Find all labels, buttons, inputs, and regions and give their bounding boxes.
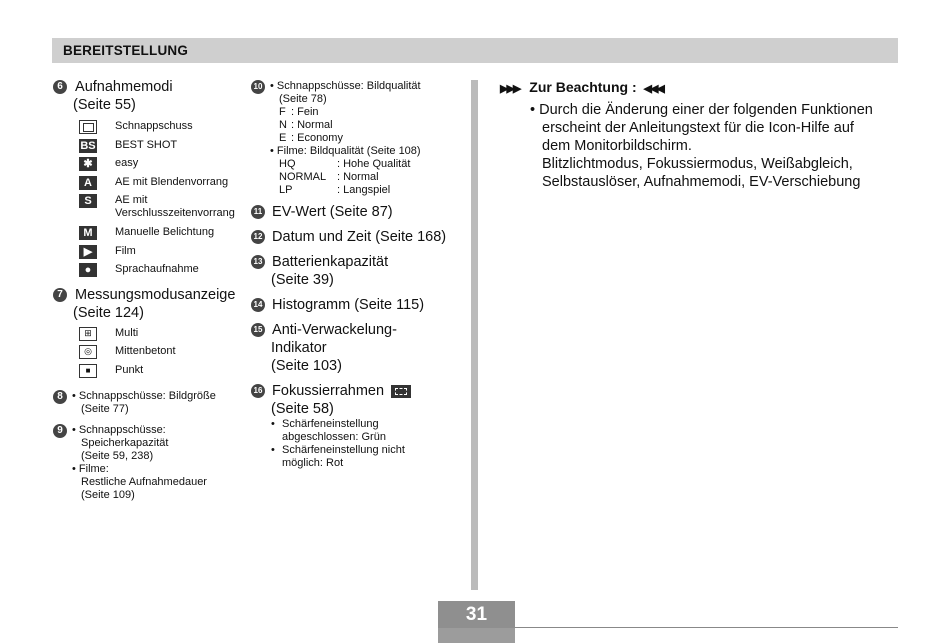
item-14: 14 Histogramm (Seite 115)	[251, 296, 461, 321]
list-item: A AE mit Blendenvorrang	[53, 176, 248, 195]
item-16: 16 Fokussierrahmen	[251, 382, 461, 400]
note-body: • Durch die Änderung einer der folgenden Funktionen erscheint der Anleitungstext für die Icon-Hilfe auf dem Monitorbildschirm. Blitzlichtmodus, Fokussiermodus, Weißabgleich, Selbstauslöser, Aufnahmemodi, EV-Verschiebung	[530, 102, 873, 190]
number-badge: 7	[53, 288, 67, 302]
item-ref: (Seite 124)	[73, 304, 144, 321]
number-badge: 8	[53, 390, 67, 404]
number-badge: 11	[251, 205, 265, 219]
section-title: BEREITSTELLUNG	[63, 43, 189, 58]
item-title: Aufnahmemodi	[75, 79, 173, 95]
page-number: 31	[465, 604, 488, 625]
list-item: ◎ Mittenbetont	[53, 345, 248, 364]
arrows-right-icon: ▶▶▶	[500, 83, 520, 95]
item-13: 13 Batterienkapazität	[251, 253, 461, 271]
aperture-priority-icon: A	[79, 176, 97, 190]
list-item: ▶ Film	[53, 245, 248, 264]
number-badge: 13	[251, 255, 265, 269]
column-middle: 10 • Schnappschüsse: Bildqualität (Seite 78) F : Fein N : Normal E : Economy • Filme: Bildqualität (Seite 108) HQ : Hohe Qualität NORMAL : Normal LP : Langspiel 11 EV-Wert (Seite 87) 12 Datum und Zeit (Seite 168) 13 Batterienkapazität (Seite 39) 14 Histogramm (Seite 115) 15 Anti-Verwackelung- Indikator (Seite 103) 16 Fokussierrahmen (Seite 58) • Schärfeneinstellung abgeschlossen: Grün • Schärfeneinstellung nicht möglich: Rot	[251, 80, 461, 470]
arrows-left-icon: ◀◀◀	[643, 83, 663, 95]
center-weighted-icon: ◎	[79, 345, 97, 359]
item-12: 12 Datum und Zeit (Seite 168)	[251, 228, 461, 253]
number-badge: 6	[53, 80, 67, 94]
column-divider	[471, 80, 478, 590]
item-7	[53, 286, 248, 304]
number-badge: 16	[251, 384, 265, 398]
list-item: ● Sprachaufnahme	[53, 263, 248, 282]
column-left	[53, 78, 248, 502]
section-header	[52, 38, 898, 63]
item-15: 15 Anti-Verwackelung-	[251, 321, 461, 339]
item-10: 10 • Schnappschüsse: Bildqualität (Seite 78) F : Fein N : Normal E : Economy • Filme: Bildqualität (Seite 108) HQ : Hohe Qualität NORMAL : Normal LP : Langspiel	[251, 80, 461, 197]
item-9: 9 • Schnappschüsse: Speicherkapazität (Seite 59, 238) • Filme: Restliche Aufnahmedauer (Seite 109)	[53, 424, 248, 502]
number-badge: 14	[251, 298, 265, 312]
list-item: ✱ easy	[53, 157, 248, 176]
list-item: Schnappschuss	[53, 120, 248, 139]
item-8: 8 • Schnappschüsse: Bildgröße (Seite 77)	[53, 390, 248, 416]
item-6	[53, 78, 248, 96]
item-title: Messungsmodusanzeige	[75, 286, 236, 303]
note-section	[500, 78, 895, 191]
list-item: ■ Punkt	[53, 364, 248, 383]
number-badge: 15	[251, 323, 265, 337]
mode-list	[53, 120, 248, 282]
note-heading: ▶▶▶ Zur Beachtung : ◀◀◀	[500, 79, 663, 95]
metering-list	[53, 327, 248, 383]
list-item: S AE mit Verschlusszeitenvorrang	[53, 194, 248, 226]
number-badge: 12	[251, 230, 265, 244]
list-item: M Manuelle Belichtung	[53, 226, 248, 245]
number-badge: 9	[53, 424, 67, 438]
manual-exposure-icon: M	[79, 226, 97, 240]
list-item: ⊞ Multi	[53, 327, 248, 346]
footer-rule	[515, 627, 898, 628]
snapshot-icon	[79, 120, 97, 134]
multi-metering-icon: ⊞	[79, 327, 97, 341]
best-shot-icon: BS	[80, 139, 96, 152]
focus-frame-icon	[391, 385, 411, 398]
easy-icon: ✱	[79, 157, 97, 171]
item-11: 11 EV-Wert (Seite 87)	[251, 203, 461, 228]
spot-metering-icon: ■	[79, 364, 97, 378]
movie-icon: ▶	[79, 245, 97, 259]
shutter-priority-icon: S	[79, 194, 97, 208]
list-item: BS BEST SHOT	[80, 138, 178, 152]
number-badge: 10	[251, 80, 265, 94]
item-ref: (Seite 55)	[73, 97, 136, 113]
microphone-icon: ●	[79, 263, 97, 277]
